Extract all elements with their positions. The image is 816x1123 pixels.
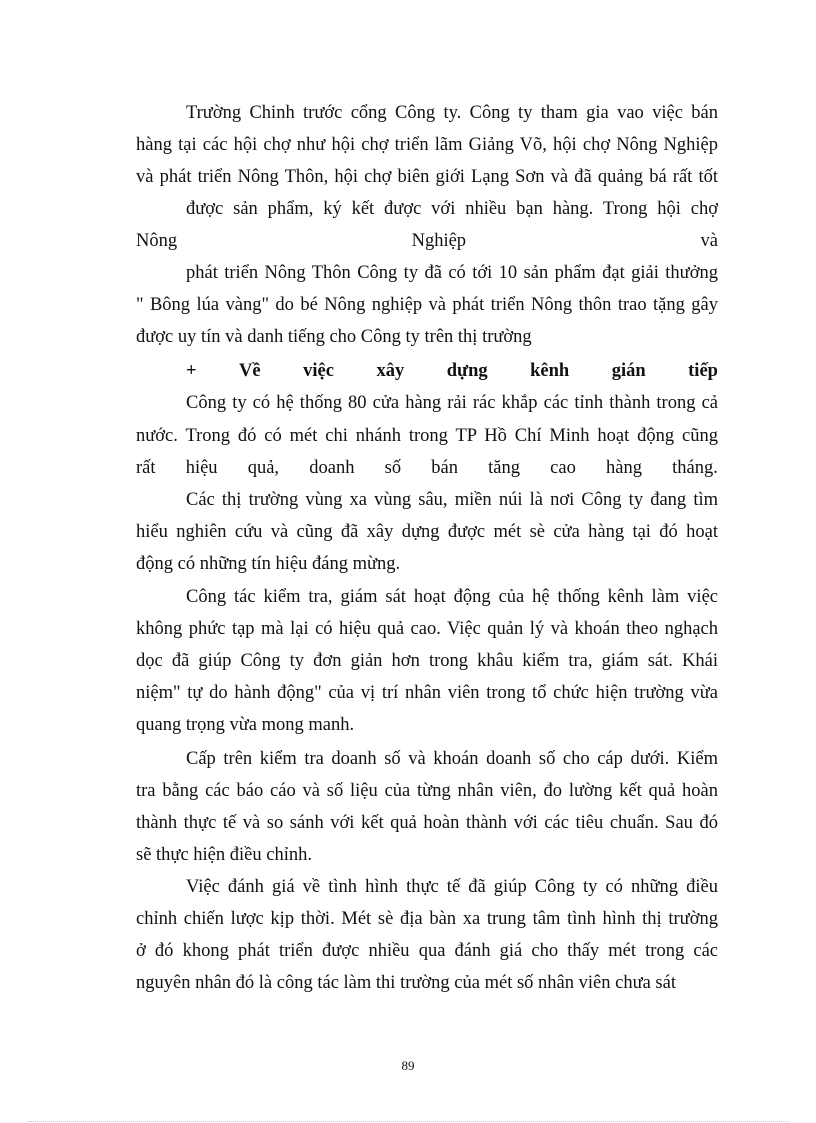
text-line: nước. Trong đó có mét chi nhánh trong TP Hồ Chí Minh hoạt động cũng xyxy=(136,426,718,446)
heading-word: gián xyxy=(611,361,646,381)
text-line: tra bằng các báo cáo và số liệu của từng nhân viên, đo lường kết quả hoàn xyxy=(136,781,718,801)
section-heading xyxy=(186,355,718,387)
text-line: Việc đánh giá về tình hình thực tế đã giúp Công ty có những điều xyxy=(186,877,718,897)
word: và xyxy=(700,231,718,251)
heading-word: xây xyxy=(376,361,405,381)
word: cao xyxy=(550,458,576,478)
text-line: được uy tín và danh tiếng cho Công ty trên thị trường xyxy=(136,327,532,347)
heading-word: + xyxy=(186,361,197,381)
text-line: Công tác kiểm tra, giám sát hoạt động của hệ thống kênh làm việc xyxy=(186,587,718,607)
heading-word: dựng xyxy=(446,361,488,381)
text-line: Cấp trên kiểm tra doanh số và khoán doanh số cho cáp dưới. Kiểm xyxy=(186,749,718,769)
text-line: Các thị trường vùng xa vùng sâu, miền núi là nơi Công ty đang tìm xyxy=(186,490,718,510)
word: Nông xyxy=(136,231,178,251)
text-line: động có những tín hiệu đáng mừng. xyxy=(136,554,401,574)
heading-word: việc xyxy=(303,361,334,381)
text-line: chỉnh chiến lược kịp thời. Mét sè địa bàn xa trung tâm tình hình thị trường xyxy=(136,909,718,929)
text-line: phát triển Nông Thôn Công ty đã có tới 10 sản phẩm đạt giải thưởng xyxy=(186,263,718,283)
text-line: và phát triển Nông Thôn, hội chợ biên giới Lạng Sơn và đã quảng bá rất tốt xyxy=(136,167,718,187)
text-line: sẽ thực hiện điều chỉnh. xyxy=(136,845,312,865)
text-line: nguyên nhân đó là công tác làm thi trường của mét số nhân viên chưa sát xyxy=(136,973,676,993)
text-line: hàng tại các hội chợ như hội chợ triển lãm Giảng Võ, hội chợ Nông Nghiệp xyxy=(136,135,718,155)
word: tăng xyxy=(488,458,520,478)
word: số xyxy=(384,458,402,478)
text-line: dọc đã giúp Công ty đơn giản hơn trong khâu kiểm tra, giám sát. Khái xyxy=(136,651,718,671)
word: hiệu xyxy=(185,458,218,478)
spread-text-line xyxy=(136,452,718,484)
text-line: thành thực tế và so sánh với kết quả hoàn thành với các tiêu chuẩn. Sau đó xyxy=(136,813,718,833)
text-line: hiểu nghiên cứu và cũng đã xây dựng được mét sè cửa hàng tại đó hoạt xyxy=(136,522,718,542)
heading-word: Về xyxy=(239,361,261,381)
text-line: Trường Chinh trước cổng Công ty. Công ty tham gia vao việc bán xyxy=(186,103,718,123)
word: quả, xyxy=(247,458,280,478)
word: bán xyxy=(431,458,458,478)
word: rất xyxy=(136,458,156,478)
text-line: quang trọng vừa mong manh. xyxy=(136,715,355,735)
word: doanh xyxy=(309,458,355,478)
word: hàng xyxy=(606,458,642,478)
text-line: niệm" tự do hành động" của vị trí nhân viên trong tổ chức hiện trường vừa xyxy=(136,683,718,703)
text-line: " Bông lúa vàng" do bé Nông nghiệp và phát triển Nông thôn trao tặng gây xyxy=(136,295,718,315)
text-line: được sản phẩm, ký kết được với nhiều bạn hàng. Trong hội chợ xyxy=(186,199,718,219)
text-line: ở đó khong phát triển được nhiều qua đánh giá cho thấy mét trong các xyxy=(136,941,718,961)
text-line: không phức tạp mà lại có hiệu quả cao. Việc quản lý và khoán theo nghạch xyxy=(136,619,718,639)
page-bottom-divider xyxy=(28,1121,788,1122)
spread-text-line xyxy=(136,225,718,257)
page-number: 89 xyxy=(401,1058,415,1073)
word: tháng. xyxy=(672,458,718,478)
word: Nghiệp xyxy=(411,231,467,251)
heading-word: kênh xyxy=(530,361,570,381)
text-line: Công ty có hệ thống 80 cửa hàng rải rác khắp các tỉnh thành trong cả xyxy=(186,393,718,413)
heading-word: tiếp xyxy=(688,361,718,381)
